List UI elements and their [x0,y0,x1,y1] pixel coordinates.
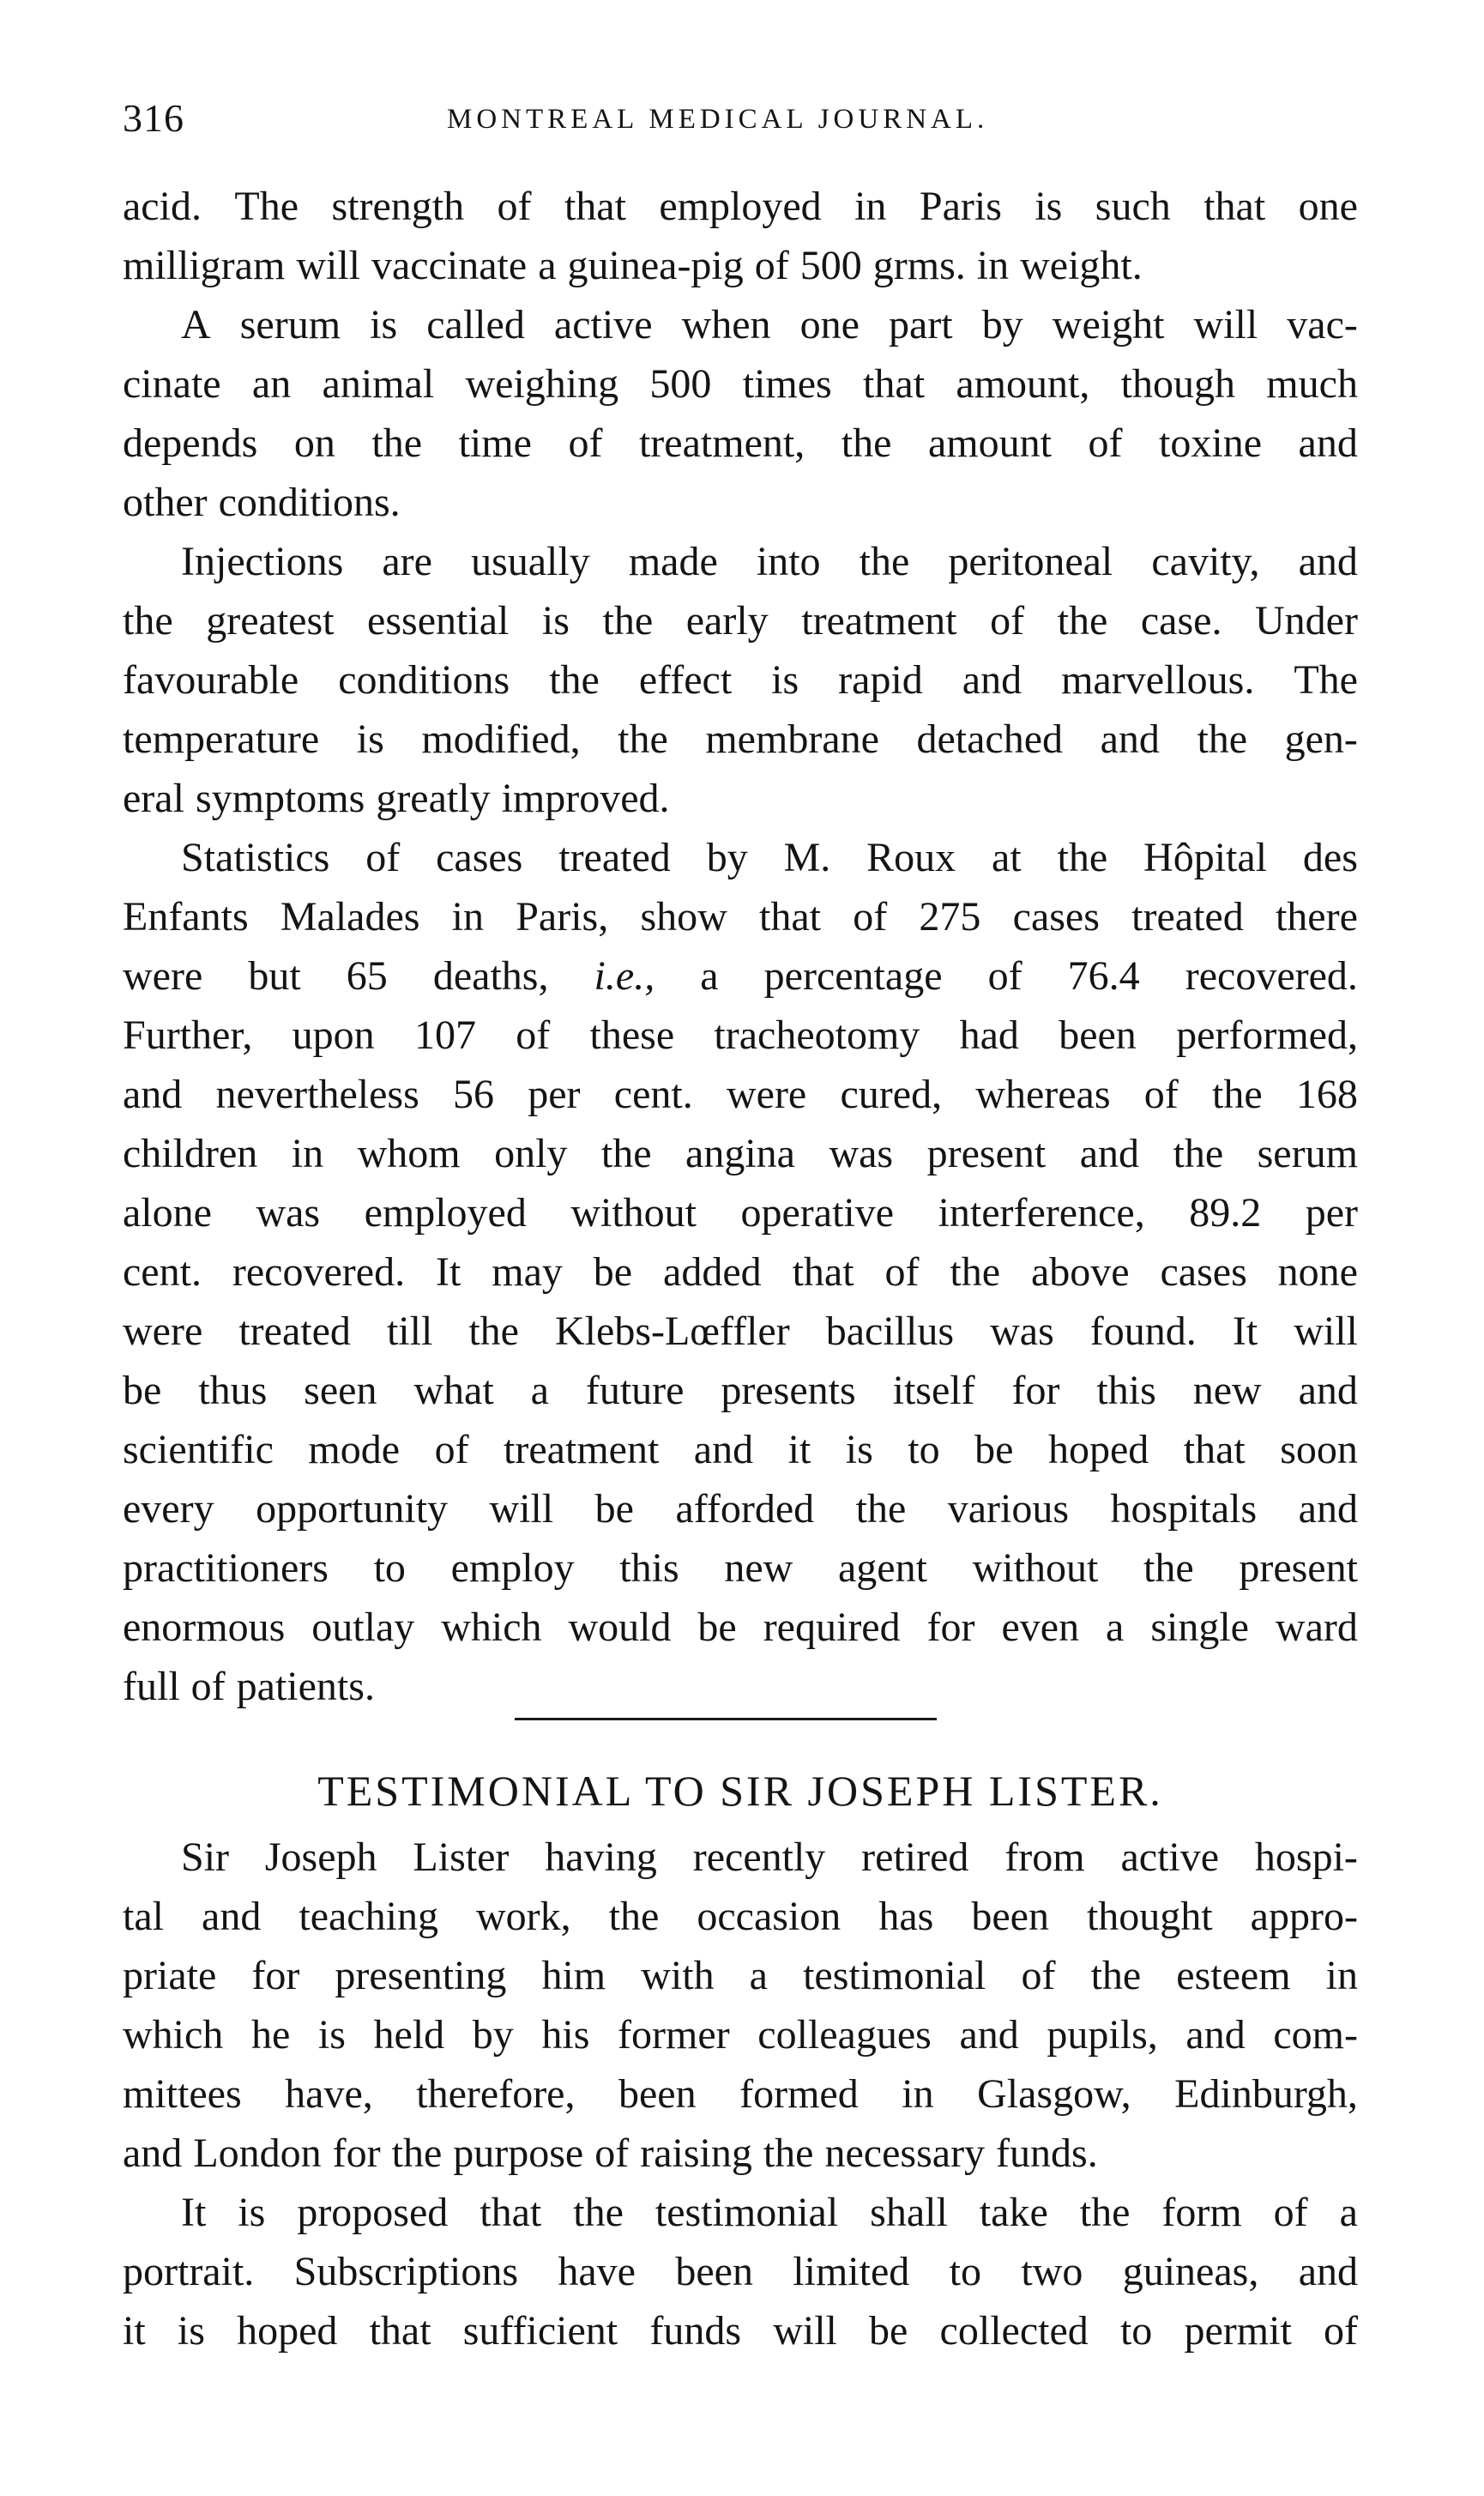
text-line: priate for presenting him with a testimonial of the esteem in [123,1953,1358,1998]
text-line: full of patients. [123,1664,375,1709]
text-line: portrait. Subscriptions have been limited to two guineas, and [123,2249,1358,2294]
article-body [123,177,1358,1716]
text-line: scientific mode of treatment and it is to be hoped that soon [123,1427,1358,1472]
text-line: and nevertheless 56 per cent. were cured, whereas of the 168 [123,1072,1358,1117]
journal-title: MONTREAL MEDICAL JOURNAL. [447,104,989,135]
text-line: every opportunity will be afforded the various hospitals and [123,1486,1358,1532]
text-line: it is hoped that sufficient funds will be collected to permit of [123,2308,1358,2354]
text-line: A serum is called active when one part by weight will vac- [181,302,1358,348]
text-line: were but 65 deaths, i.e., a percentage of 76.4 recovered. [123,953,1358,999]
text-line: which he is held by his former colleagues and pupils, and com- [123,2012,1358,2058]
text-line: were treated till the Klebs-Lœffler bacillus was found. It will [123,1308,1358,1354]
text-line: the greatest essential is the early treatment of the case. Under [123,598,1358,644]
text-line: Statistics of cases treated by M. Roux at the Hôpital des [181,835,1358,880]
text-line: mittees have, therefore, been formed in Glasgow, Edinburgh, [123,2071,1358,2117]
text-line: Sir Joseph Lister having recently retired from active hospi- [181,1834,1358,1880]
section-divider [515,1718,937,1720]
text-line: It is proposed that the testimonial shall take the form of a [181,2190,1358,2235]
text-line: milligram will vaccinate a guinea-pig of 500 grms. in weight. [123,243,1143,288]
text-line: temperature is modified, the membrane detached and the gen- [123,716,1358,762]
text-line: enormous outlay which would be required for even a single ward [123,1605,1358,1650]
text-line: other conditions. [123,480,401,525]
text-line: and London for the purpose of raising the necessary funds. [123,2130,1098,2176]
testimonial-body [123,1828,1358,2360]
text-line: Further, upon 107 of these tracheotomy had been performed, [123,1012,1358,1058]
text-line: cent. recovered. It may be added that of the above cases none [123,1249,1358,1295]
page-number: 316 [123,96,184,140]
text-line: practitioners to employ this new agent without the present [123,1545,1358,1591]
text-line: be thus seen what a future presents itself for this new and [123,1368,1358,1413]
text-line: alone was employed without operative interference, 89.2 per [123,1190,1358,1236]
section-heading: TESTIMONIAL TO SIR JOSEPH LISTER. [317,1767,1163,1815]
text-line: acid. The strength of that employed in Paris is such that one [123,184,1358,229]
text-line: cinate an animal weighing 500 times that amount, though much [123,361,1358,407]
text-line: tal and teaching work, the occasion has been thought appro- [123,1894,1358,1939]
running-head [123,93,1358,144]
text-line: Injections are usually made into the peritoneal cavity, and [181,539,1358,584]
text-line: children in whom only the angina was present and the serum [123,1131,1358,1176]
text-line: eral symptoms greatly improved. [123,776,670,821]
text-line: favourable conditions the effect is rapid and marvellous. The [123,657,1358,703]
text-line: depends on the time of treatment, the amount of toxine and [123,420,1358,466]
text-line: Enfants Malades in Paris, show that of 275 cases treated there [123,894,1358,940]
